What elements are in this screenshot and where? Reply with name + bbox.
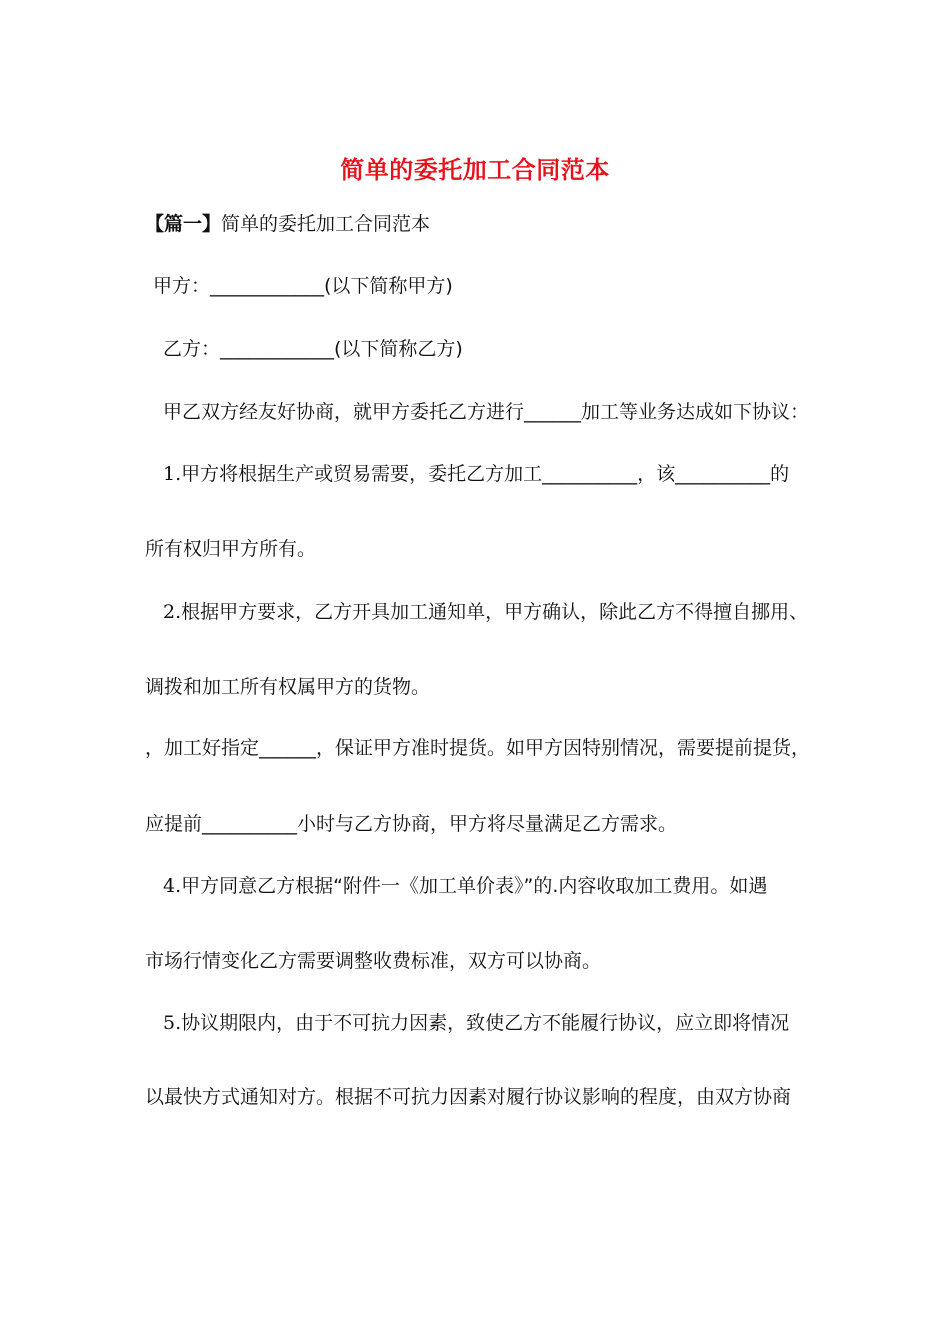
clause-1-number: 1. <box>163 463 182 485</box>
clause-3-line-1 <box>145 734 810 762</box>
section-heading-bracket: 【篇一】 <box>145 213 222 235</box>
clause-1-text: 甲方将根据生产或贸易需要，委托乙方加工__________，该__________的 <box>181 463 790 485</box>
clause-4-number: 4. <box>163 875 182 897</box>
clause-3-text: ，加工好指定______，保证甲方准时提货。如甲方因特别情况，需要提前提货， <box>145 737 811 759</box>
clause-4-line-1 <box>163 872 767 900</box>
section-heading-text: 简单的委托加工合同范本 <box>221 213 431 235</box>
clause-5-text: 协议期限内，由于不可抗力因素，致使乙方不能履行协议，应立即将情况 <box>181 1012 790 1034</box>
preamble-paragraph: 甲乙双方经友好协商，就甲方委托乙方进行______加工等业务达成如下协议： <box>163 401 810 423</box>
clause-3-line-2: 应提前__________小时与乙方协商，甲方将尽量满足乙方需求。 <box>145 813 678 835</box>
clause-2-line-2: 调拨和加工所有权属甲方的货物。 <box>145 676 431 698</box>
clause-2-line-1 <box>163 598 808 626</box>
clause-1-line-1 <box>163 460 789 488</box>
clause-5-line-1 <box>163 1009 789 1037</box>
clause-5-line-2: 以最快方式通知对方。根据不可抗力因素对履行协议影响的程度，由双方协商 <box>145 1086 792 1108</box>
party-b-line: 乙方：____________(以下简称乙方) <box>163 338 463 360</box>
clause-1-line-2: 所有权归甲方所有。 <box>145 538 317 560</box>
party-a-line: 甲方：____________(以下简称甲方) <box>153 275 453 297</box>
document-title: 简单的委托加工合同范本 <box>340 156 610 184</box>
clause-2-number: 2. <box>163 601 182 623</box>
clause-4-line-2: 市场行情变化乙方需要调整收费标准，双方可以协商。 <box>145 950 602 972</box>
section-heading <box>145 210 430 238</box>
clause-4-text: 甲方同意乙方根据“附件一《加工单价表》”的.内容收取加工费用。如遇 <box>181 875 768 897</box>
clause-5-number: 5. <box>163 1012 182 1034</box>
clause-2-text: 根据甲方要求，乙方开具加工通知单，甲方确认，除此乙方不得擅自挪用、 <box>181 601 809 623</box>
